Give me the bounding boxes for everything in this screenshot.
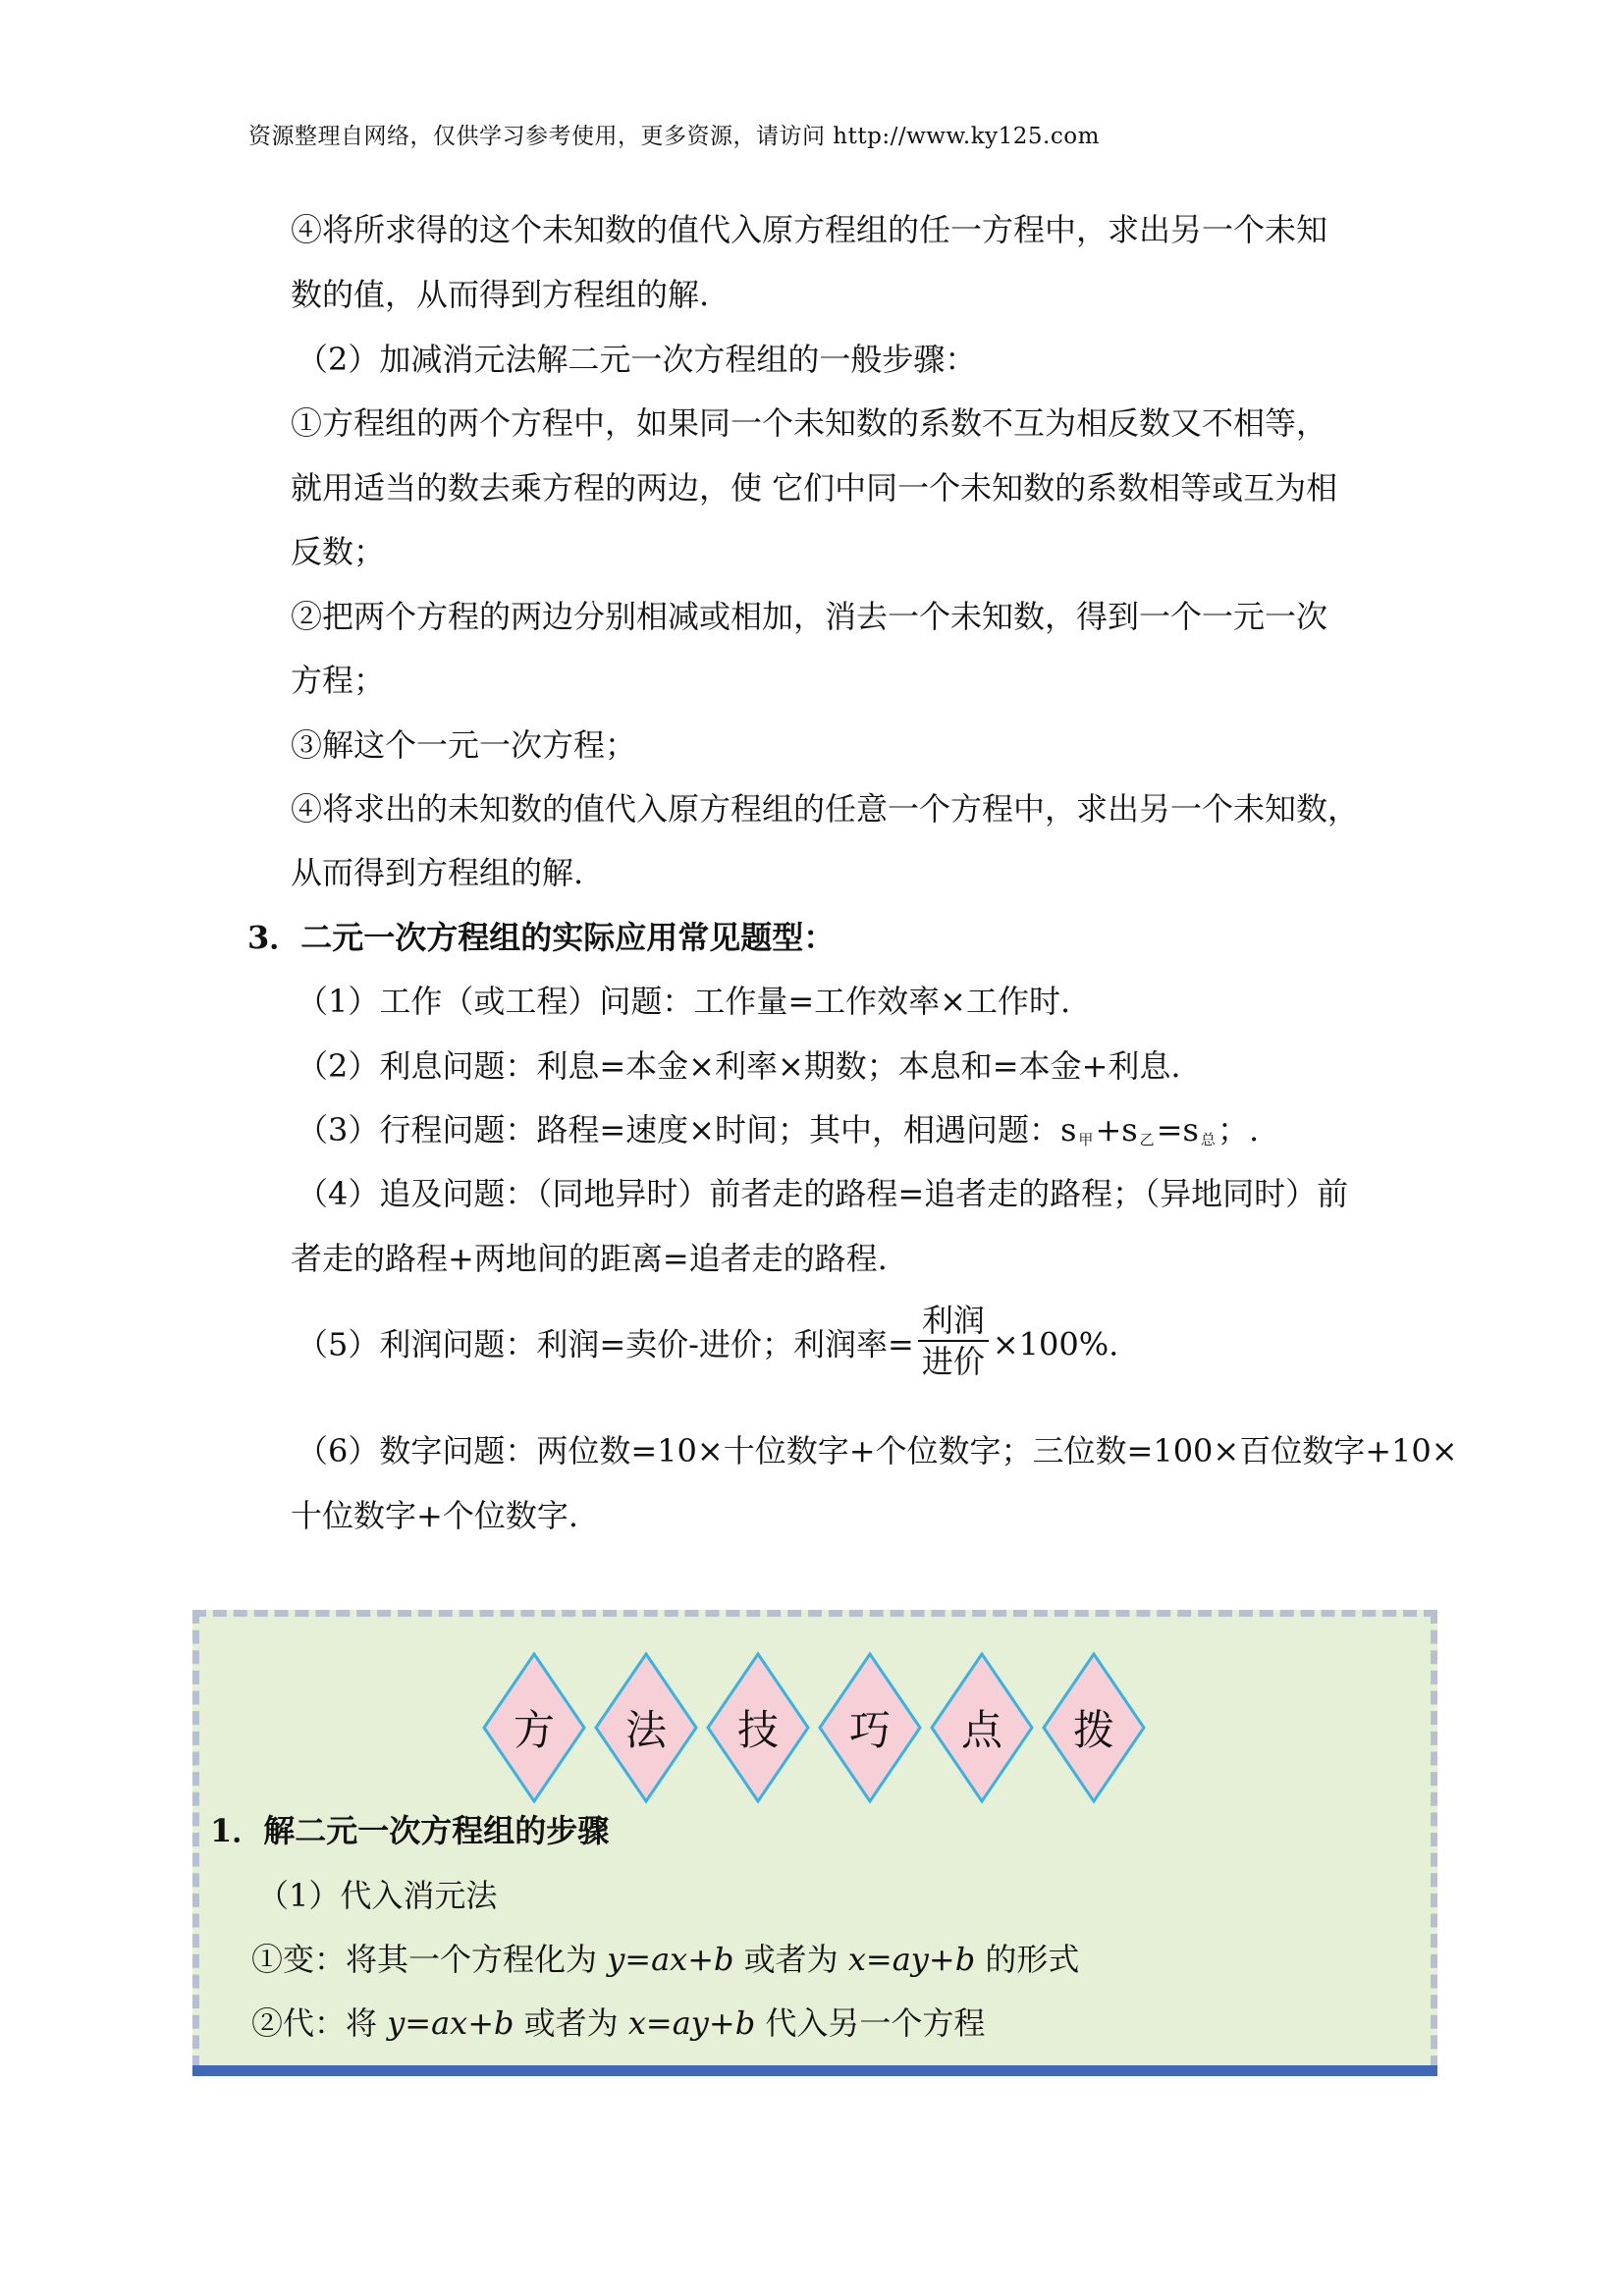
box-subheading: （1）代入消元法 xyxy=(257,1877,498,1914)
banner-diamond xyxy=(593,1651,699,1804)
formula: x=ay+b xyxy=(627,2004,756,2042)
step-text: 或者为 xyxy=(514,2004,628,2042)
formula: y=ax+b xyxy=(607,1941,734,1978)
banner-diamond xyxy=(1041,1651,1147,1804)
list-item xyxy=(297,1111,1260,1148)
banner-diamond xyxy=(817,1651,923,1804)
banner-diamond xyxy=(481,1651,587,1804)
box-step xyxy=(251,1935,1079,1980)
list-item: （1）工作（或工程）问题：工作量=工作效率×工作时. xyxy=(297,983,1071,1020)
fraction-denominator: 进价 xyxy=(921,1343,985,1380)
step-text: 代入另一个方程 xyxy=(755,2004,986,2042)
text-line: 反数； xyxy=(291,533,386,570)
list-item: 十位数字+个位数字. xyxy=(291,1497,578,1534)
list-item: （6）数字问题：两位数=10×十位数字+个位数字；三位数=100×百位数字+10× xyxy=(297,1432,1458,1469)
text-line: ④将所求得的这个未知数的值代入原方程组的任一方程中，求出另一个未知 xyxy=(291,211,1328,248)
item-text: （3）行程问题：路程=速度×时间；其中，相遇问题：s xyxy=(297,1111,1077,1148)
text-line: 数的值，从而得到方程组的解. xyxy=(291,276,710,313)
item-text: ×100%. xyxy=(992,1325,1119,1363)
page-header: 资源整理自网络，仅供学习参考使用，更多资源，请访问 http://www.ky125.com xyxy=(248,124,1100,149)
formula: x=ay+b xyxy=(847,1941,976,1978)
item-text: +s xyxy=(1095,1111,1138,1148)
list-item xyxy=(297,1302,1119,1383)
item-text: =s xyxy=(1156,1111,1199,1148)
banner-char: 技 xyxy=(736,1706,779,1754)
text-line: （2）加减消元法解二元一次方程组的一般步骤： xyxy=(297,341,977,378)
text-line: ②把两个方程的两边分别相减或相加，消去一个未知数，得到一个一元一次 xyxy=(291,598,1328,635)
list-item: 者走的路程+两地间的距离=追者走的路程. xyxy=(291,1240,888,1277)
text-line: ④将求出的未知数的值代入原方程组的任意一个方程中，求出另一个未知数， xyxy=(291,790,1360,828)
section-heading: 3．二元一次方程组的实际应用常见题型： xyxy=(247,919,836,956)
banner-char: 巧 xyxy=(848,1706,891,1754)
list-item: （4）追及问题：（同地异时）前者走的路程=追者走的路程；（异地同时）前 xyxy=(297,1175,1349,1212)
step-text: 或者为 xyxy=(733,1941,848,1978)
subscript: 甲 xyxy=(1078,1131,1094,1148)
list-item: （2）利息问题：利息=本金×利率×期数；本息和=本金+利息. xyxy=(297,1047,1181,1085)
item-text: （5）利润问题：利润=卖价-进价；利润率= xyxy=(297,1325,914,1363)
fraction xyxy=(918,1302,989,1380)
subscript: 乙 xyxy=(1139,1131,1155,1148)
fraction-numerator: 利润 xyxy=(918,1305,989,1342)
banner-char: 方 xyxy=(513,1706,555,1754)
box-step xyxy=(251,1999,985,2044)
banner-diamond xyxy=(929,1651,1035,1804)
text-line: 就用适当的数去乘方程的两边，使 它们中同一个未知数的系数相等或互为相 xyxy=(291,469,1338,507)
tips-box-bottom-bar xyxy=(192,2065,1437,2076)
box-heading: 1．解二元一次方程组的步骤 xyxy=(210,1812,610,1849)
text-line: 方程； xyxy=(291,662,386,699)
text-line: 从而得到方程组的解. xyxy=(291,854,584,891)
step-text: ①变：将其一个方程化为 xyxy=(251,1941,608,1978)
formula: y=ax+b xyxy=(387,2004,514,2042)
banner-char: 拨 xyxy=(1072,1706,1114,1754)
step-text: 的形式 xyxy=(975,1941,1080,1978)
banner-char: 法 xyxy=(624,1706,667,1754)
step-text: ②代：将 xyxy=(251,2004,388,2042)
subscript: 总 xyxy=(1200,1131,1216,1148)
banner-char: 点 xyxy=(960,1706,1002,1754)
item-text: ；. xyxy=(1217,1111,1260,1148)
text-line: ③解这个一元一次方程； xyxy=(291,726,637,764)
banner-diamond xyxy=(705,1651,811,1804)
text-line: ①方程组的两个方程中，如果同一个未知数的系数不互为相反数又不相等， xyxy=(291,404,1328,442)
banner-row xyxy=(481,1651,1159,1804)
